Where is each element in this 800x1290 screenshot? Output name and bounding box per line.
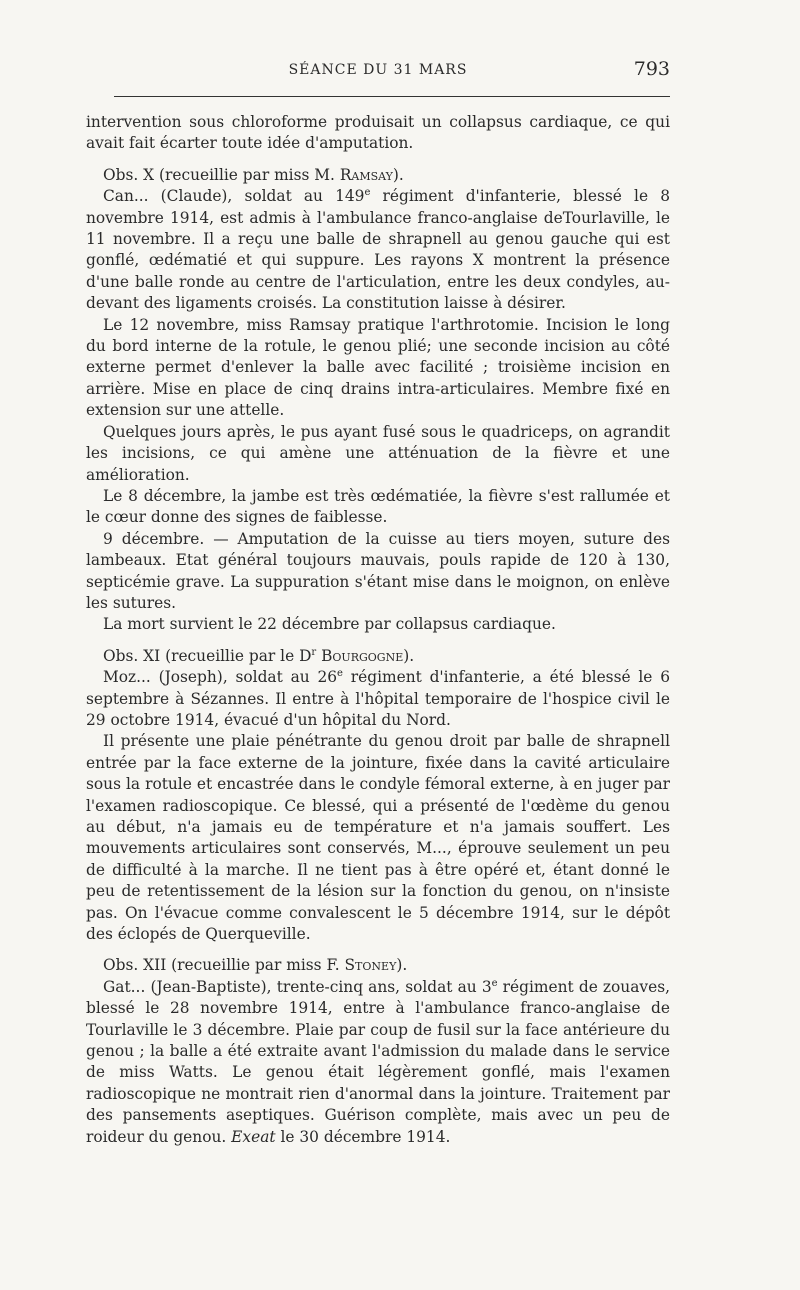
header-title: SÉANCE DU 31 MARS (288, 62, 468, 78)
obs-label: Obs. X (recueillie par miss M. (103, 165, 340, 184)
header-rule (114, 96, 670, 97)
page-number: 793 (633, 58, 670, 80)
obs-end: ). (392, 165, 404, 184)
observation-heading-x (86, 165, 670, 186)
paragraph: Le 8 décembre, la jambe est très œdématiée, la fièvre s'est rallumée et le cœur donne des signes de faiblesse. (86, 486, 670, 527)
observation-heading-xii (86, 955, 670, 976)
paragraph-continuation: intervention sous chloroforme produisait un collapsus cardiaque, ce qui avait fait écarter toute idée d'amputation. (86, 113, 670, 153)
obs-end: ). (403, 646, 415, 665)
superscript: e (337, 668, 343, 680)
paragraph: Il présente une plaie pénétrante du genou droit par balle de shrapnell entrée par la face externe de la jointure, fixée dans la cavité articulaire sous la rotule et encastrée dans le condyle fémoral externe, à en juger par l'examen radioscopique. Ce blessé, qui a présenté de l'œdème du genou au début, n'a jamais eu de température et n'a jamais souffert. Les mouvements articulaires sont conservés, M..., éprouve seulement un peu de difficulté à la marche. Il ne tient pas à être opéré et, étant donné le peu de retentissement de la lésion sur la fonction du genou, on n'insiste pas. On l'évacue comme convalescent le 5 décembre 1914, sur le dépôt des éclopés de Querqueville. (86, 732, 670, 944)
obs-label: Obs. XI (recueillie par le D (103, 646, 312, 665)
paragraph: Quelques jours après, le pus ayant fusé sous le quadriceps, on agrandit les incisions, ce qui amène une atténuation de la fièvre et une amélioration. (86, 422, 670, 484)
text-run: régiment de zouaves, blessé le 28 novembre 1914, entre à l'ambulance franco-anglaise de Tourlaville le 3 décembre. Plaie par coup de fusil sur la face antérieure du genou ; la balle a été extraite avant l'admission du malade dans le service de miss Watts. Le genou était légèrement gonflé, mais l'examen radioscopique ne montrait rien d'anormal dans la jointure. Traitement par des pansements aseptiques. Guérison complète, mais avec un peu de roideur du genou. (86, 977, 670, 1146)
running-header (86, 58, 670, 84)
paragraph (86, 186, 670, 314)
superscript: r (311, 646, 317, 658)
paragraph (86, 667, 670, 731)
paragraph (86, 977, 670, 1148)
text-run: régiment d'infanterie, blessé le 8 novembre 1914, est admis à l'ambulance franco-anglaise deTourlaville, le 11 novembre. Il a reçu une balle de shrapnell au genou gauche qui est gonflé, œdématié et qui suppure. Les rayons X montrent la présence d'une balle ronde au centre de l'articulation, entre les deux condyles, au-devant des ligaments croisés. La constitution laisse à désirer. (86, 187, 670, 313)
italic-text: Exeat (231, 1127, 276, 1146)
observation-heading-xi (86, 646, 670, 667)
text-run: Moz... (Joseph), soldat au 26 (103, 668, 338, 687)
obs-author: Stoney (344, 956, 397, 975)
obs-author: Ramsay (339, 165, 393, 184)
superscript: e (491, 977, 498, 989)
text-run: Gat... (Jean-Baptiste), trente-cinq ans, soldat au 3 (103, 977, 492, 996)
article-body (86, 112, 670, 1148)
text-run: régiment d'infanterie, a été blessé le 6 septembre à Sézannes. Il entre à l'hôpital temporaire de l'hospice civil le 29 octobre 1914, évacué d'un hôpital du Nord. (86, 668, 670, 729)
text-run: le 30 décembre 1914. (275, 1127, 451, 1146)
obs-label: Obs. XII (recueillie par miss F. (103, 956, 345, 975)
paragraph: La mort survient le 22 décembre par collapsus cardiaque. (103, 615, 556, 634)
superscript: e (364, 187, 371, 199)
paragraph: Le 12 novembre, miss Ramsay pratique l'arthrotomie. Incision le long du bord interne de la rotule, le genou plié; une seconde incision au côté externe permet d'enlever la balle avec facilité ; troisième incision en arrière. Mise en place de cinq drains intra-articulaires. Membre fixé en extension sur une attelle. (86, 315, 670, 420)
text-run: Can... (Claude), soldat au 149 (103, 187, 365, 206)
paragraph: 9 décembre. — Amputation de la cuisse au tiers moyen, suture des lambeaux. Etat général toujours mauvais, pouls rapide de 120 à 130, septicémie grave. La suppuration s'étant mise dans le moignon, on enlève les sutures. (86, 529, 670, 612)
obs-author: Bourgogne (316, 646, 404, 665)
obs-end: ). (396, 956, 408, 975)
